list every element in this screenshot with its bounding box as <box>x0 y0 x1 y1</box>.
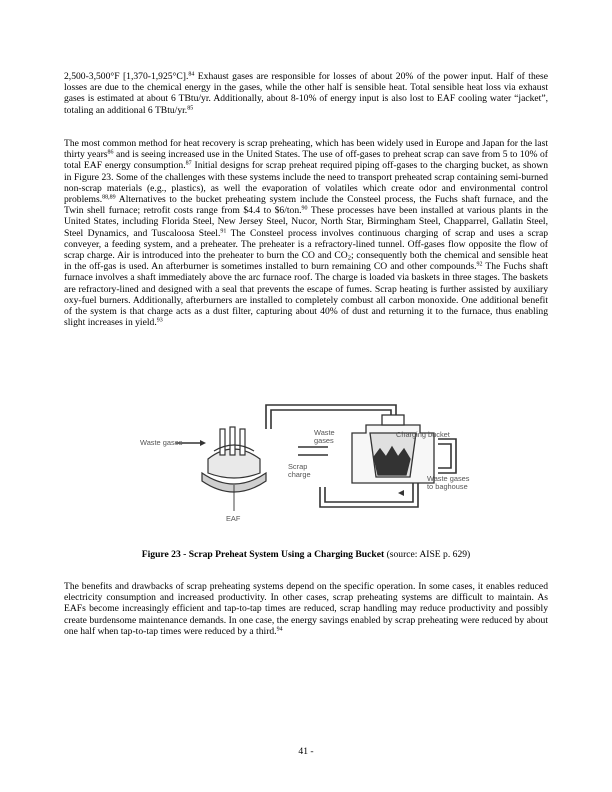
paragraph-scrap-preheating <box>64 138 548 328</box>
label-waste-gases-top-1: Waste <box>314 428 335 437</box>
footnote-ref: 87 <box>185 160 192 167</box>
paragraph-benefits-drawbacks <box>64 581 548 637</box>
footnote-ref: 90 <box>301 205 308 212</box>
label-to-baghouse-2: to baghouse <box>427 482 468 491</box>
label-charging-bucket: Charging bucket <box>396 430 450 439</box>
figure-caption-title: Figure 23 - Scrap Preheat System Using a Charging Bucket <box>141 549 385 560</box>
label-waste-gases-top-2: gases <box>314 436 334 445</box>
footnote-ref: 85 <box>187 105 194 112</box>
text-run: Initial designs for scrap preheat required piping off-gases to the charging bucket, as shown in Figure 23. Some of the challenges with these systems include the need to transport preheated scrap containing semi-burned non-scrap materials (e.g., plastics), as well the evaporation of volatiles which create odor and environmental control problems. <box>64 160 549 206</box>
figure-scrap-preheat-diagram <box>138 399 498 527</box>
figure-caption-source: (source: AISE p. 629) <box>384 549 471 560</box>
text-run: and is seeing increased use in the United States. The use of off-gases to preheat scrap can save from 5 to 10% of total EAF energy consumption. <box>64 149 548 172</box>
footnote-ref: 91 <box>220 228 227 235</box>
subscript: 2 <box>347 254 351 262</box>
text-run: Alternatives to the bucket preheating system include the Consteel process, the Fuchs shaft furnace, and the Twin shell furnace; retrofit costs range from $4.4 to $6/ton. <box>64 194 548 217</box>
text-run: The Consteel process involves continuous charging of scrap and uses a scrap conveyer, a feeding system, and a preheater. The preheater is a refractory-lined tunnel. Off-gases flow opposite the flow of scrap charge. Air is introduced into the preheater to burn the CO and CO <box>64 227 548 262</box>
text-run: The most common method for heat recovery is scrap preheating, which has been widely used in Europe and Japan for the last thirty years <box>64 138 548 161</box>
footnote-ref: 84 <box>188 71 195 78</box>
text-run: The benefits and drawbacks of scrap preheating systems depend on the specific operation. In some cases, it enables reduced electricity consumption and increased productivity. In other cases, scrap preheating systems are difficult to maintain. As EAFs become increasingly efficient and tap-to-tap times are reduced, scrap handling may reduce productivity and possibly create burdensome maintenance demands. In one case, the energy savings enabled by scrap preheating were reduced by about one half when tap-to-tap times were reduced by a third. <box>64 581 548 637</box>
eaf-furnace <box>202 427 266 511</box>
footnote-ref: 92 <box>476 261 483 268</box>
text-run: The Fuchs shaft furnace involves a shaft immediately above the arc furnace roof. The charge is loaded via baskets in three stages. The baskets are refractory-lined and designed with a seal that prevents the escape of fumes. Scrap heating is further assisted by auxiliary oxy-fuel burners. Additionally, afterburners are installed to completely combust all carbon monoxide. One additional benefit of the system is that charge acts as a dust filter, capturing about 40% of dust and returning it to the furnace, thus enabling slight increases in yield. <box>64 261 549 329</box>
label-to-baghouse-1: Waste gases <box>427 474 470 483</box>
footnote-ref: 93 <box>156 317 163 324</box>
page-number: 41 - <box>298 746 314 757</box>
scrap-preheat-diagram <box>138 399 498 527</box>
label-scrap-charge-1: Scrap <box>288 462 308 471</box>
charging-bucket <box>352 415 434 483</box>
label-scrap-charge-2: charge <box>288 470 311 479</box>
footnote-ref: 86 <box>107 149 114 156</box>
footnote-ref: 88,89 <box>102 194 116 201</box>
figure-caption <box>64 549 548 560</box>
footnote-ref: 94 <box>276 626 283 633</box>
label-eaf: EAF <box>226 514 241 523</box>
text-run: ; consequently both the chemical and sensible heat in the off-gas is used. An afterburner is sometimes installed to burn remaining CO and other compounds. <box>64 250 548 273</box>
text-run: These processes have been installed at various plants in the United States, including Florida Steel, New Jersey Steel, Nucor, North Star, Birmingham Steel, Chapparrel, Gallatin Steel, Steel Dynamics, and Tuscaloosa Steel. <box>64 205 548 239</box>
label-waste-gases: Waste gases <box>140 438 183 447</box>
paragraph-exhaust-losses <box>64 71 548 116</box>
text-run: 2,500-3,500°F [1,370-1,925°C]. <box>64 71 189 82</box>
text-run: Exhaust gases are responsible for losses of about 20% of the power input. Half of these losses are due to the chemical energy in the gases, while the other half is sensible heat. Total sensible heat loss via exhaust gases is estimated at about 6 TBtu/yr. Additionally, about 8-10% of energy input is also lost to EAF cooling water “jacket”, totaling an additional 6 TBtu/yr. <box>64 71 549 116</box>
